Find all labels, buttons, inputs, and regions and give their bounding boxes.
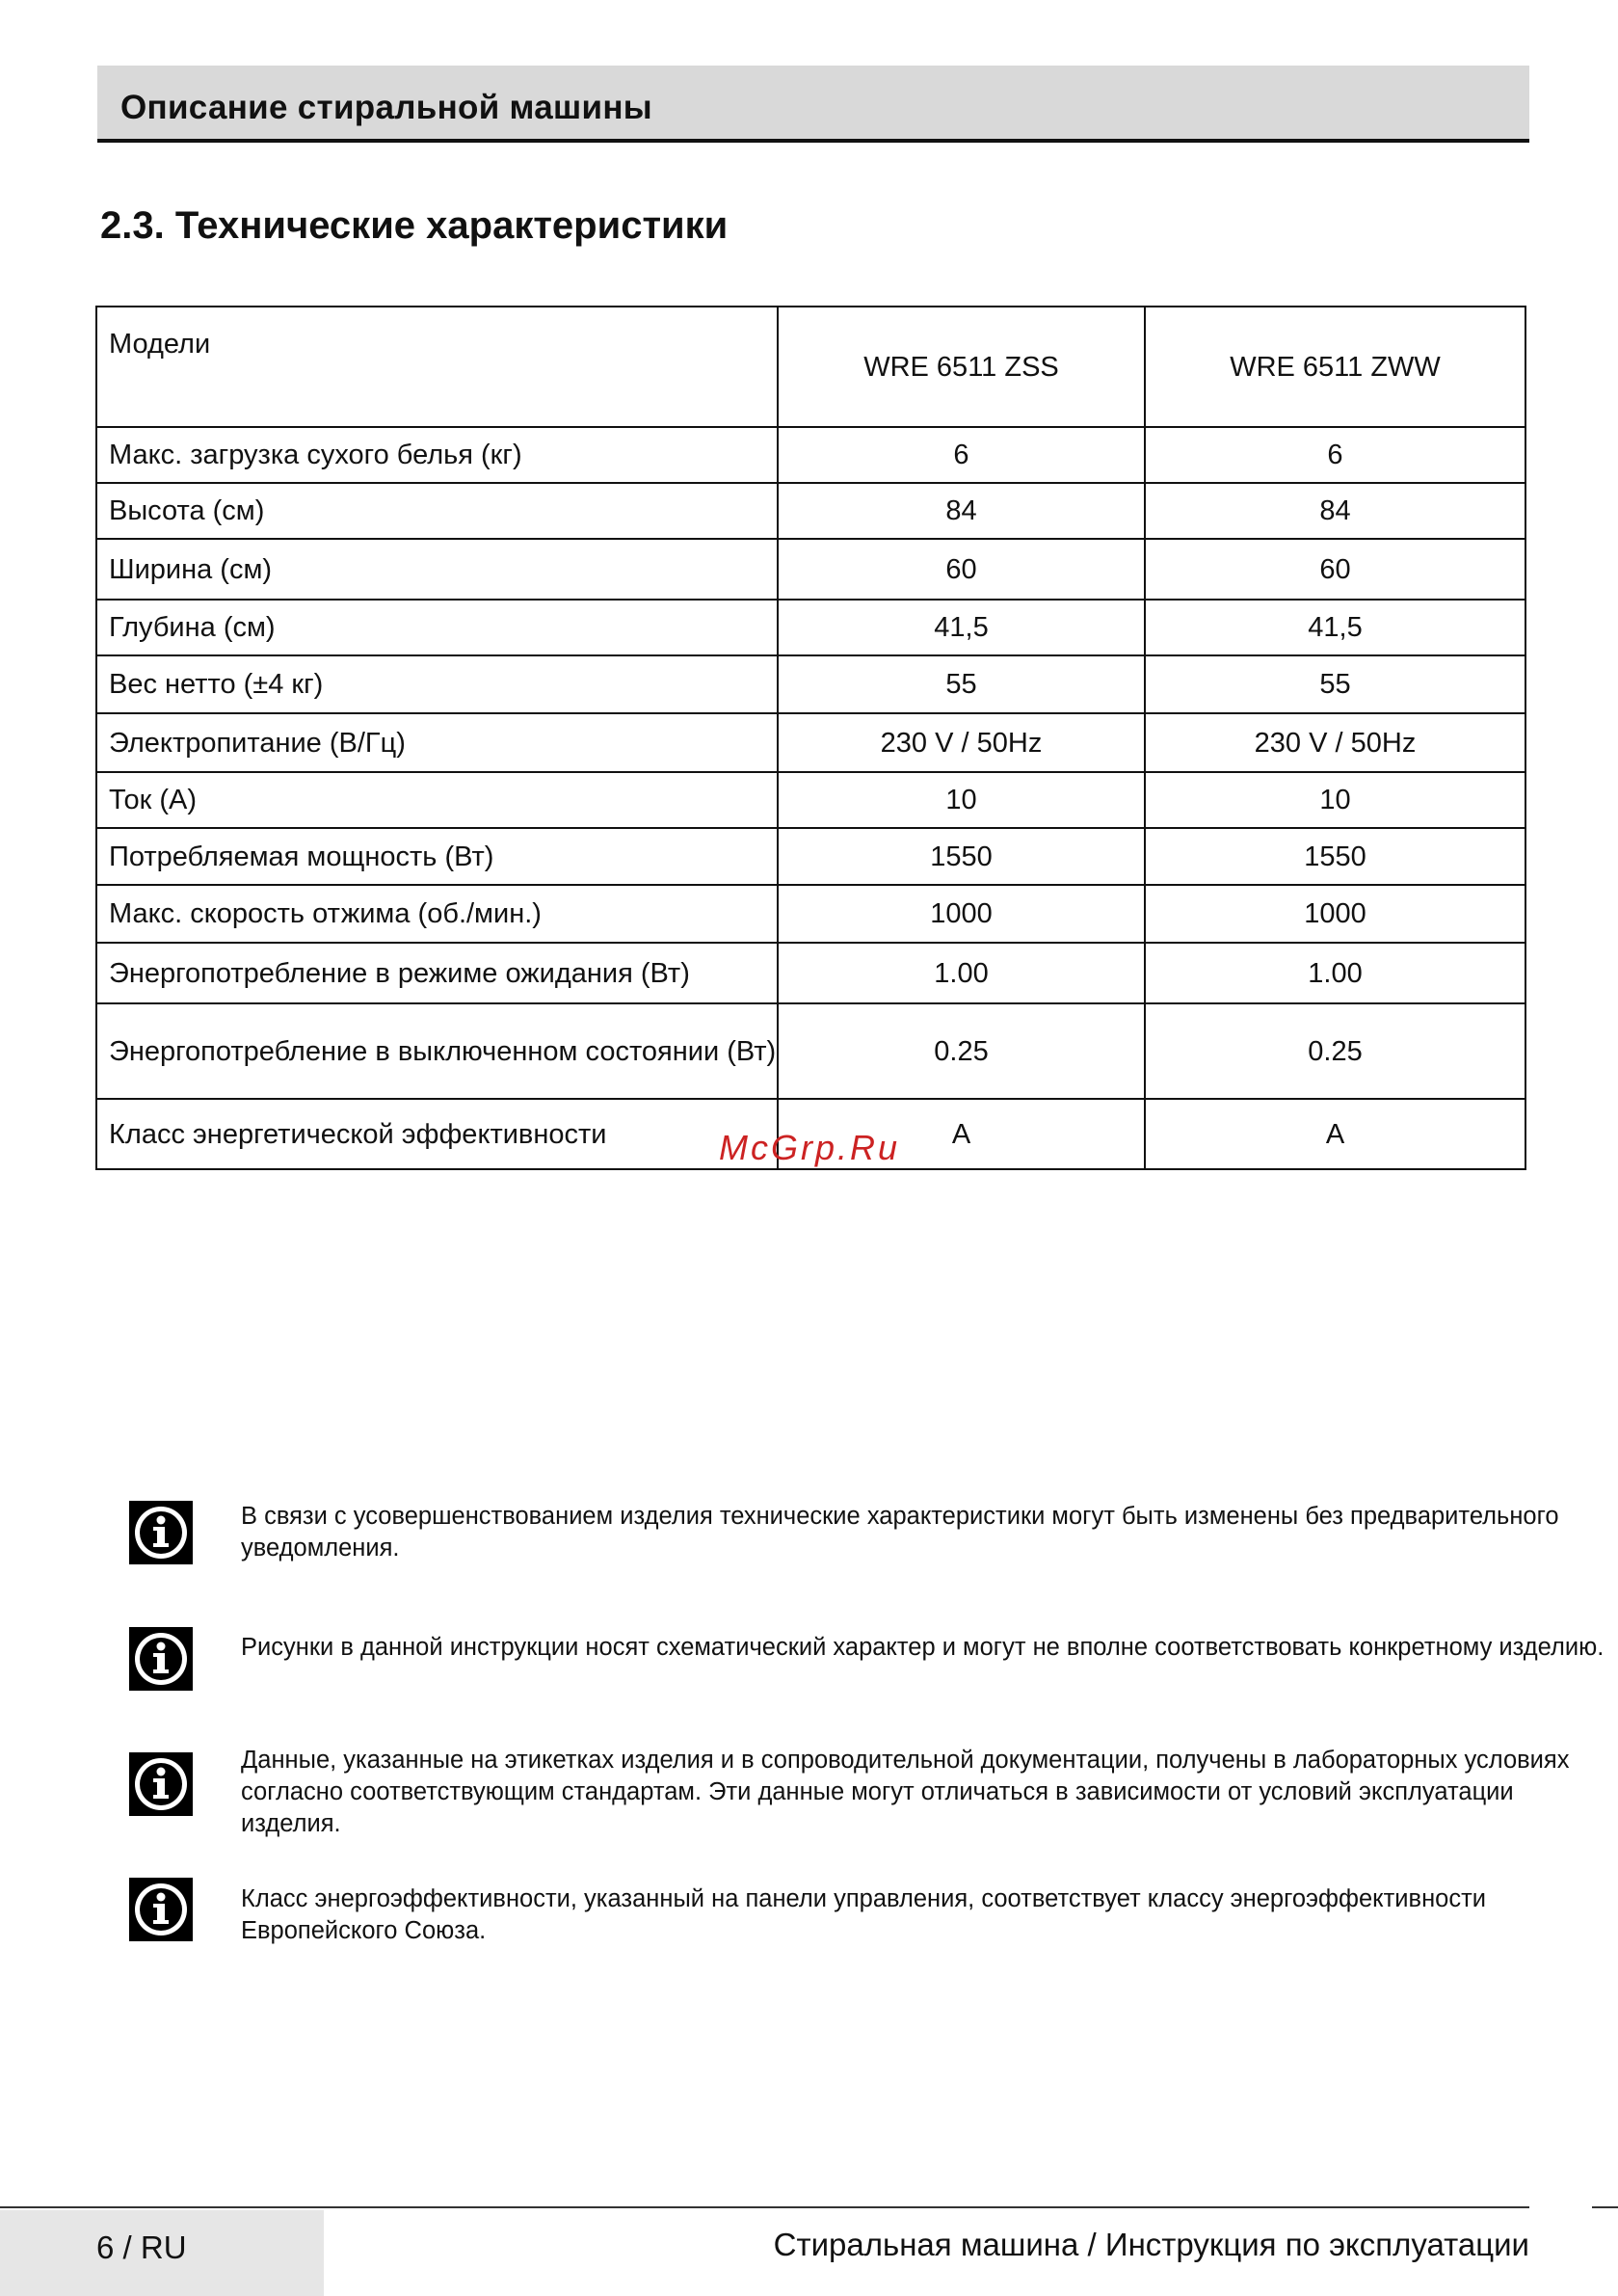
table-row [96, 1003, 1525, 1099]
section-header-title: Описание стиральной машины [120, 89, 652, 126]
row-value: 41,5 [778, 600, 1145, 655]
table-row [96, 655, 1525, 713]
row-label: Макс. загрузка сухого белья (кг) [96, 427, 778, 483]
row-value: 60 [1145, 539, 1525, 600]
note-text: В связи с усовершенствованием изделия технические характеристики могут быть изменены без предварительного уведомления. [241, 1503, 1559, 1562]
row-label: Потребляемая мощность (Вт) [96, 828, 778, 885]
row-value: 1.00 [778, 943, 1145, 1003]
row-value: A [778, 1099, 1145, 1169]
row-label: Энергопотребление в режиме ожидания (Вт) [96, 943, 778, 1003]
section-header-bar [97, 66, 1529, 143]
info-icon [129, 1878, 193, 1941]
table-row [96, 713, 1525, 772]
table-row [96, 772, 1525, 828]
row-label: Глубина (см) [96, 600, 778, 655]
row-label: Высота (см) [96, 483, 778, 539]
footer-page-box [0, 2210, 324, 2296]
row-value: 1550 [778, 828, 1145, 885]
row-value: 84 [778, 483, 1145, 539]
row-value: 84 [1145, 483, 1525, 539]
row-value: 6 [778, 427, 1145, 483]
row-value: 60 [778, 539, 1145, 600]
footer-divider-tick [1592, 2206, 1618, 2208]
table-row [96, 828, 1525, 885]
info-icon [129, 1501, 193, 1564]
row-value: 0.25 [778, 1003, 1145, 1099]
row-label: Вес нетто (±4 кг) [96, 655, 778, 713]
row-value: 1000 [1145, 885, 1525, 943]
table-row [96, 483, 1525, 539]
footer-divider [0, 2206, 1529, 2208]
row-value: 10 [1145, 772, 1525, 828]
page-number: 6 / RU [96, 2229, 187, 2265]
table-row [96, 885, 1525, 943]
row-value: 0.25 [1145, 1003, 1525, 1099]
note-text: Рисунки в данной инструкции носят схематический характер и могут не вполне соответствовать конкретному изделию. [241, 1634, 1605, 1661]
note-text: Данные, указанные на этикетках изделия и в сопроводительной документации, получены в лабораторных условиях согласно соответствующим стандартам. Эти данные могут отличаться в зависимости от условий эксплуатации изделия. [241, 1747, 1570, 1837]
info-icon [129, 1752, 193, 1816]
row-label: Макс. скорость отжима (об./мин.) [96, 885, 778, 943]
model-name-cell: WRE 6511 ZSS [778, 307, 1145, 427]
row-value: 1.00 [1145, 943, 1525, 1003]
row-value: 230 V / 50Hz [1145, 713, 1525, 772]
footer-document-title: Стиральная машина / Инструкция по эксплуатации [773, 2227, 1529, 2262]
info-icon [129, 1627, 193, 1691]
model-name-cell: WRE 6511 ZWW [1145, 307, 1525, 427]
row-value: 10 [778, 772, 1145, 828]
row-label: Энергопотребление в выключенном состоянии (Вт) [96, 1003, 778, 1099]
row-value: 1000 [778, 885, 1145, 943]
row-value: 230 V / 50Hz [778, 713, 1145, 772]
specifications-table [95, 306, 1526, 1170]
table-row [96, 539, 1525, 600]
table-header-row [96, 307, 1525, 427]
page-title: 2.3. Технические характеристики [100, 204, 729, 247]
table-row [96, 943, 1525, 1003]
row-value: A [1145, 1099, 1525, 1169]
row-label: Ток (А) [96, 772, 778, 828]
note-text: Класс энергоэффективности, указанный на панели управления, соответствует классу энергоэффективности Европейского Союза. [241, 1885, 1487, 1944]
row-value: 6 [1145, 427, 1525, 483]
row-value: 55 [1145, 655, 1525, 713]
models-header-cell: Модели [96, 307, 778, 427]
row-value: 55 [778, 655, 1145, 713]
row-label: Электропитание (В/Гц) [96, 713, 778, 772]
row-label: Класс энергетической эффективности [96, 1099, 778, 1169]
table-row [96, 427, 1525, 483]
row-label: Ширина (см) [96, 539, 778, 600]
table-row [96, 600, 1525, 655]
row-value: 41,5 [1145, 600, 1525, 655]
watermark: McGrp.Ru [719, 1128, 901, 1167]
row-value: 1550 [1145, 828, 1525, 885]
